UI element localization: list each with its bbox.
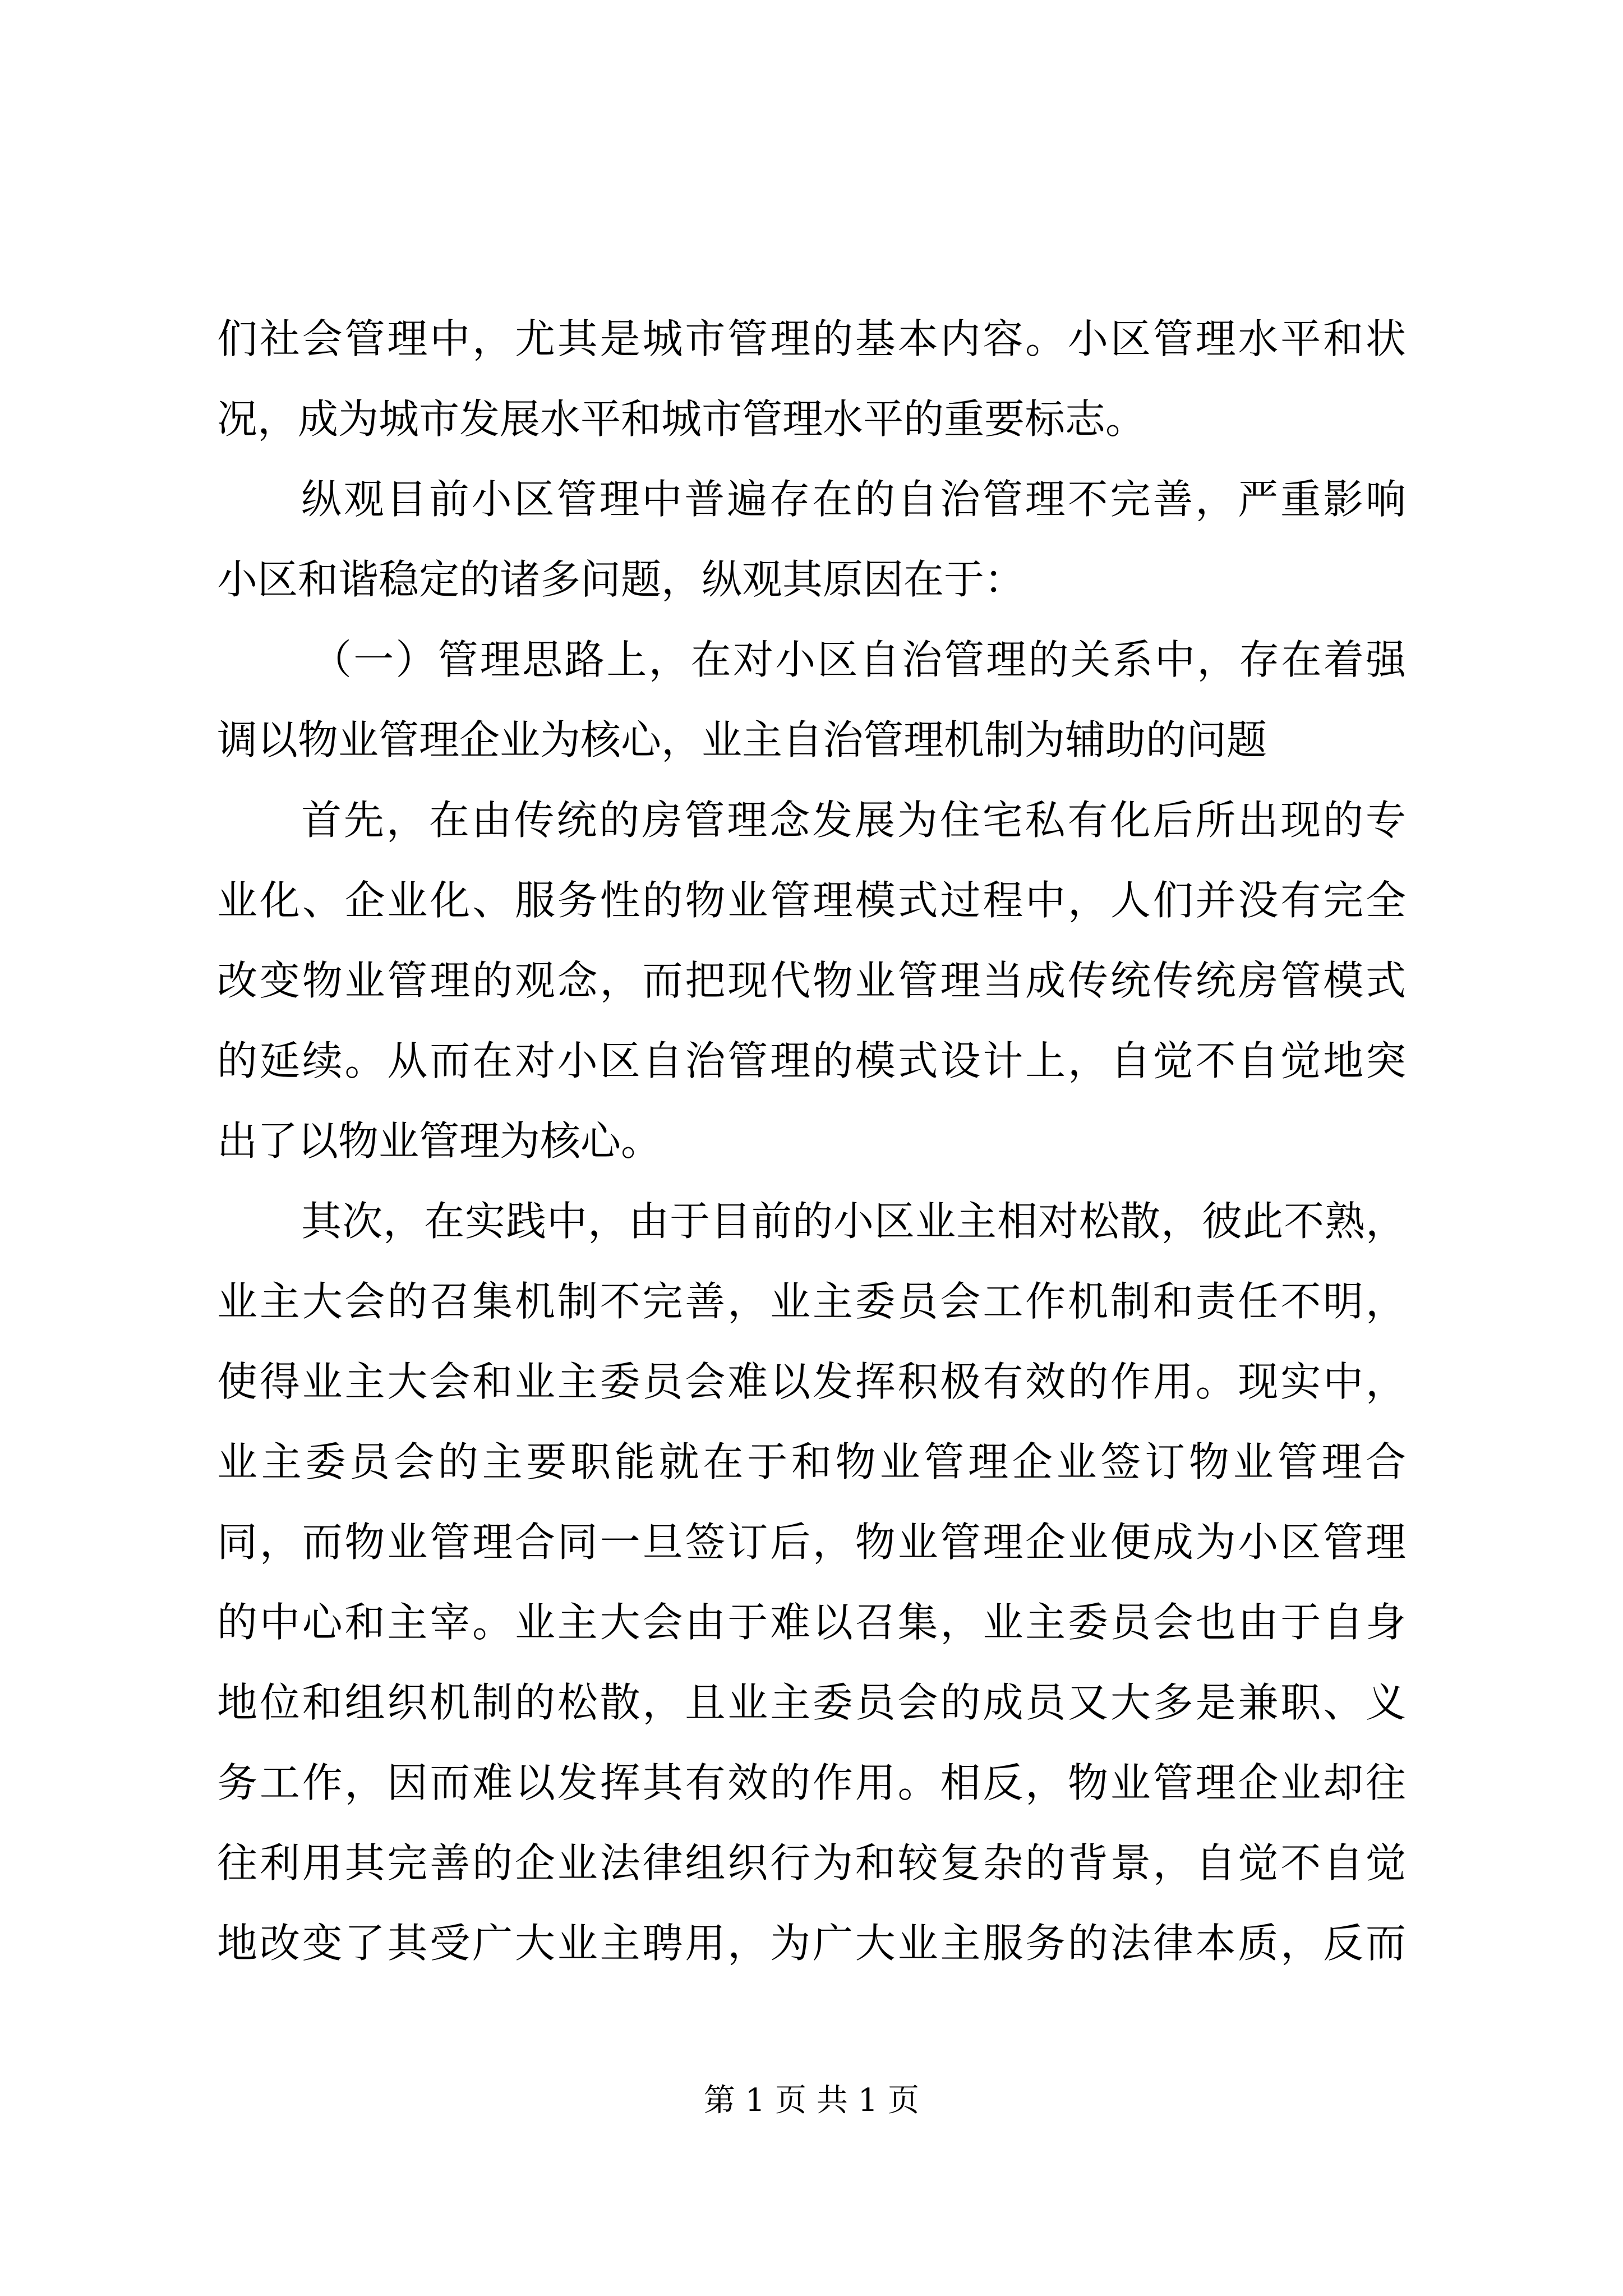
body-text-line: 地位和组织机制的松散，且业主委员会的成员又大多是兼职、义 [217,1679,1406,1726]
body-text-line: 地改变了其受广大业主聘用，为广大业主服务的法律本质，反而 [217,1920,1406,1967]
section-heading-line: 调以物业管理企业为核心，业主自治管理机制为辅助的问题 [217,716,1267,763]
body-text-line: 出了以物业管理为核心。 [217,1117,662,1165]
body-text-line: 使得业主大会和业主委员会难以发挥积极有效的作用。现实中， [217,1358,1406,1405]
paragraph-first-line: 其次，在实践中，由于目前的小区业主相对松散，彼此不熟， [301,1198,1406,1245]
body-text-line: 小区和谐稳定的诸多问题，纵观其原因在于： [217,556,1025,603]
body-text-line: 业主大会的召集机制不完善，业主委员会工作机制和责任不明， [217,1278,1406,1325]
section-heading-line: （一）管理思路上，在对小区自治管理的关系中，存在着强 [311,636,1406,683]
body-text-line: 业主委员会的主要职能就在于和物业管理企业签订物业管理合 [217,1438,1406,1485]
body-text-line: 的中心和主宰。业主大会由于难以召集，业主委员会也由于自身 [217,1599,1406,1646]
body-text-line: 往利用其完善的企业法律组织行为和较复杂的背景，自觉不自觉 [217,1839,1406,1887]
body-text-line: 的延续。从而在对小区自治管理的模式设计上，自觉不自觉地突 [217,1037,1406,1084]
paragraph-first-line: 纵观目前小区管理中普遍存在的自治管理不完善，严重影响 [301,476,1406,523]
body-text-line: 务工作，因而难以发挥其有效的作用。相反，物业管理企业却往 [217,1759,1406,1806]
body-text-line: 业化、企业化、服务性的物业管理模式过程中，人们并没有完全 [217,877,1406,924]
body-text-line: 况，成为城市发展水平和城市管理水平的重要标志。 [217,395,1146,443]
page-number-footer: 第 1 页 共 1 页 [703,2082,920,2119]
body-text-line: 们社会管理中，尤其是城市管理的基本内容。小区管理水平和状 [217,315,1406,362]
body-text-line: 改变物业管理的观念，而把现代物业管理当成传统传统房管模式 [217,957,1406,1004]
body-text-line: 同，而物业管理合同一旦签订后，物业管理企业便成为小区管理 [217,1519,1406,1566]
paragraph-first-line: 首先，在由传统的房管理念发展为住宅私有化后所出现的专 [301,797,1406,844]
